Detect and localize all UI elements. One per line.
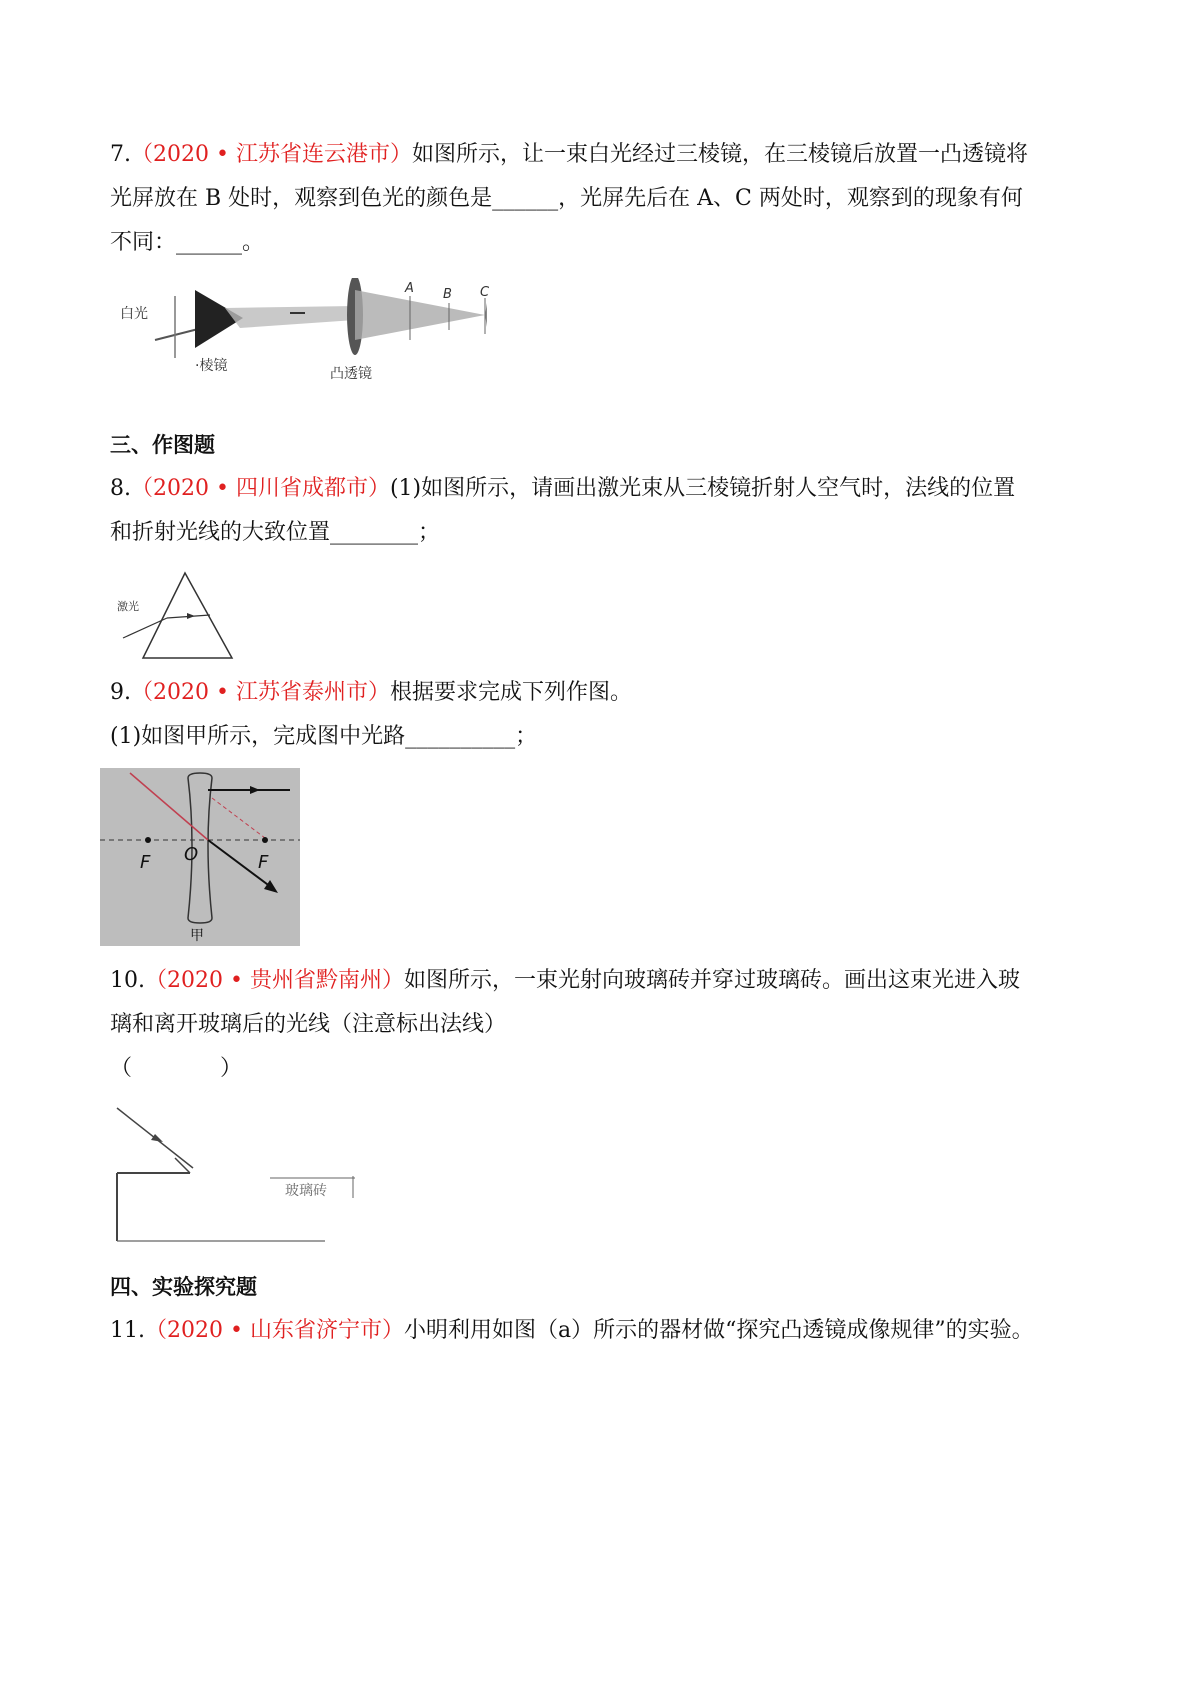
label-laser: 激光 <box>117 600 139 613</box>
q10-answer-bracket: （ ） <box>110 1056 243 1081</box>
focus-right <box>262 837 268 843</box>
dispersed-beam <box>225 306 355 328</box>
label-lens: 凸透镜 <box>330 366 372 382</box>
label-C: C <box>480 285 490 300</box>
label-O: O <box>184 844 199 865</box>
converging-beam <box>355 290 485 340</box>
q7-line2: 光屏放在 B 处时，观察到色光的颜色是______，光屏先后在 A、C 两处时，观察到的现象有何 <box>110 186 1023 211</box>
label-caption: 甲 <box>190 928 204 944</box>
q7-number: 7. <box>110 142 131 167</box>
label-F-left: F <box>140 852 151 873</box>
photo-background <box>100 768 300 946</box>
q9-source: （2020 • 江苏省泰州市） <box>131 680 390 705</box>
q10-source: （2020 • 贵州省黔南州） <box>145 968 404 993</box>
q7-line3: 不同：______。 <box>110 230 265 255</box>
q11-line1 <box>110 1316 1034 1346</box>
label-F-right: F <box>258 852 269 873</box>
label-B: B <box>443 287 452 302</box>
section-title-4: 四、实验探究题 <box>110 1275 257 1299</box>
q9-concave-lens-figure <box>100 768 300 946</box>
q8-line1 <box>110 474 1015 504</box>
q9-line2: (1)如图甲所示，完成图中光路__________； <box>110 724 538 749</box>
q10-text-1: 如图所示，一束光射向玻璃砖并穿过玻璃砖。画出这束光进入玻 <box>403 968 1020 993</box>
q7-text-1: 如图所示，让一束白光经过三棱镜，在三棱镜后放置一凸透镜将 <box>411 142 1028 167</box>
q11-text-1: 小明利用如图（a）所示的器材做“探究凸透镜成像规律”的实验。 <box>403 1318 1034 1343</box>
label-glass: 玻璃砖 <box>285 1183 327 1199</box>
q8-text-1: (1)如图所示，请画出激光束从三棱镜折射人空气时，法线的位置 <box>389 476 1016 501</box>
q8-prism-figure <box>115 568 255 668</box>
q10-line2: 璃和离开玻璃后的光线（注意标出法线） <box>110 1012 507 1037</box>
q7-line1 <box>110 140 1028 170</box>
q8-source: （2020 • 四川省成都市） <box>131 476 390 501</box>
ray-arrow <box>187 613 195 619</box>
q10-glass-figure <box>105 1098 365 1248</box>
q8-number: 8. <box>110 476 131 501</box>
ray-arrow <box>151 1134 163 1142</box>
q10-line1 <box>110 966 1020 996</box>
q11-number: 11. <box>110 1318 145 1343</box>
label-A: A <box>405 281 414 296</box>
q7-source: （2020 • 江苏省连云港市） <box>131 142 412 167</box>
laser-in-ray <box>123 618 167 638</box>
q8-line2: 和折射光线的大致位置________； <box>110 520 441 545</box>
label-white-light: 白光 <box>120 306 148 322</box>
label-prism: ·棱镜 <box>195 358 228 374</box>
q9-line1 <box>110 678 632 708</box>
q9-text-1: 根据要求完成下列作图。 <box>389 680 632 705</box>
q7-prism-lens-figure <box>115 278 545 408</box>
q9-number: 9. <box>110 680 131 705</box>
q10-number: 10. <box>110 968 145 993</box>
section-title-3: 三、作图题 <box>110 433 215 457</box>
focus-left <box>145 837 151 843</box>
q11-source: （2020 • 山东省济宁市） <box>145 1318 404 1343</box>
